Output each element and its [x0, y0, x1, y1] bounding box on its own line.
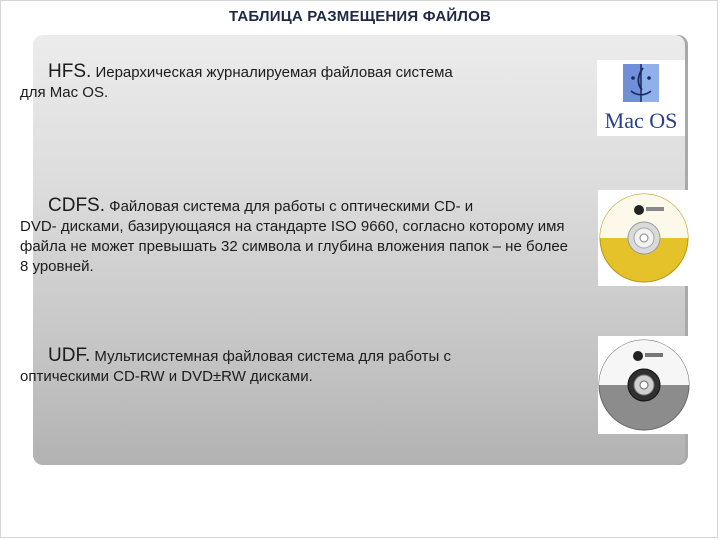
- udf-rest: оптическими CD-RW и DVD±RW дисками.: [20, 368, 313, 385]
- cdfs-line1: Файловая система для работы с оптическими CD- и: [105, 198, 474, 215]
- macos-logo-text: Mac OS: [604, 108, 678, 133]
- hfs-line1: Иерархическая журналируемая файловая система: [91, 64, 453, 81]
- udf-line1: Мультисистемная файловая система для работы с: [90, 348, 451, 365]
- macos-face-icon: [597, 60, 685, 108]
- hfs-abbr: HFS.: [48, 61, 92, 82]
- cdfs-abbr: CDFS.: [48, 195, 105, 216]
- hfs-paragraph: [20, 62, 580, 103]
- udf-abbr: UDF.: [48, 345, 91, 366]
- cdfs-rest: DVD- дисками, базирующаяся на стандарте ISO 9660, согласно которому имя файла не может превышать 32 символа и глубина вложения папок – не более 8 уровней.: [20, 218, 569, 275]
- cdfs-paragraph: [20, 196, 580, 277]
- cd-disc-grey-icon: [598, 336, 690, 434]
- hfs-rest: для Mac OS.: [20, 84, 109, 101]
- macos-logo-icon: [597, 60, 685, 136]
- slide-title: ТАБЛИЦА РАЗМЕЩЕНИЯ ФАЙЛОВ: [228, 8, 492, 25]
- udf-paragraph: [20, 346, 580, 387]
- cd-disc-yellow-icon: [598, 190, 690, 286]
